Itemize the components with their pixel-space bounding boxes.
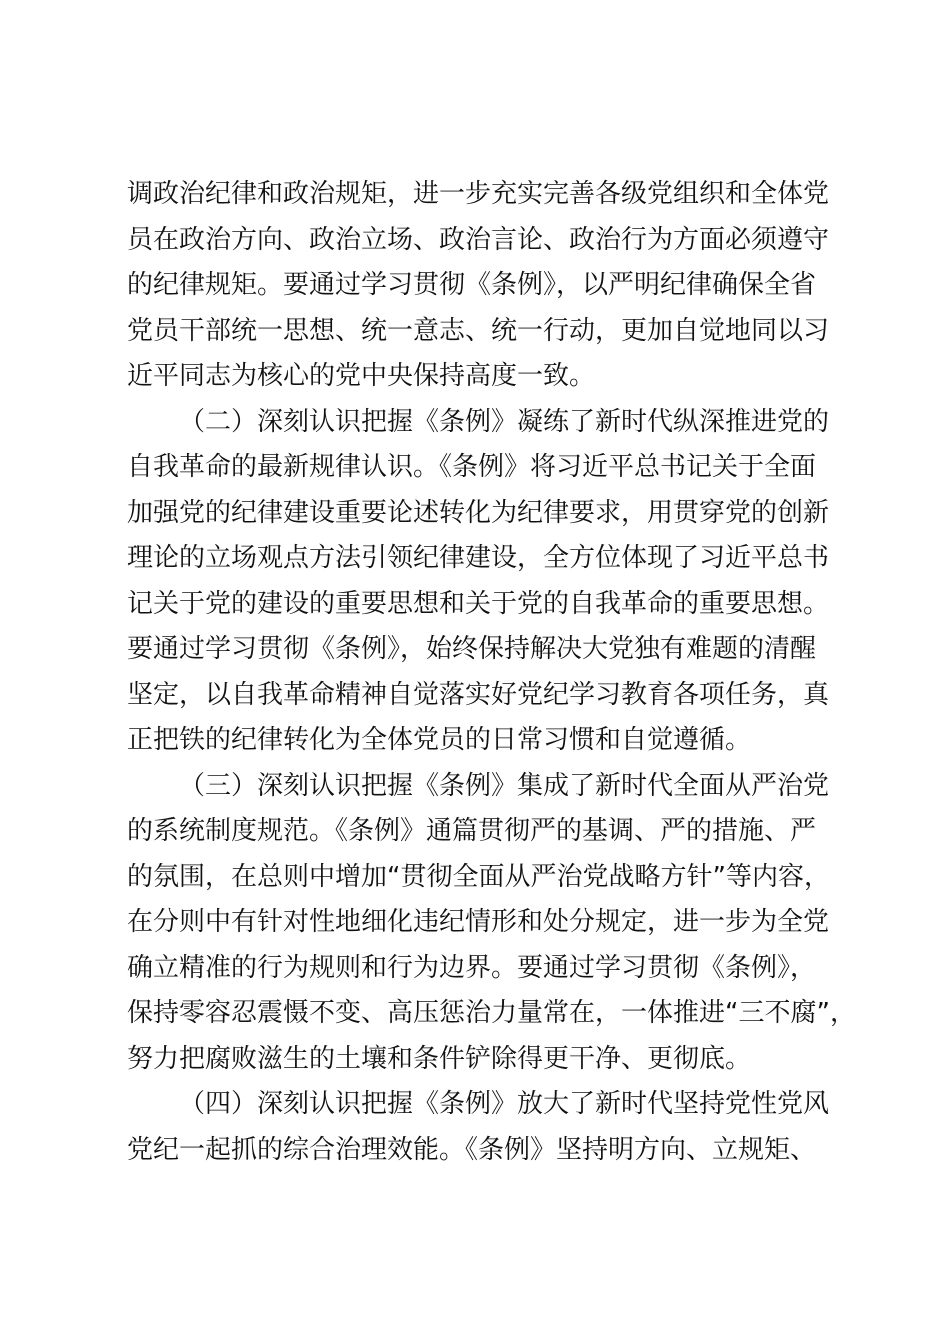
text-line: 确立精准的行为规则和行为边界。要通过学习贯彻《条例》， <box>127 952 817 983</box>
text-line: 努力把腐败滋生的土壤和条件铲除得更干净、更彻底。 <box>127 1043 752 1074</box>
text-line: 党员干部统一思想、统一意志、统一行动，更加自觉地同以习 <box>127 315 830 346</box>
text-line: 自我革命的最新规律认识。《条例》将习近平总书记关于全面 <box>127 452 817 482</box>
text-line: 正把铁的纪律转化为全体党员的日常习惯和自觉遵循。 <box>127 725 752 755</box>
text-line: 坚定，以自我革命精神自觉落实好党纪学习教育各项任务，真 <box>127 679 830 710</box>
body-text <box>127 172 856 1173</box>
text-line: 记关于党的建设的重要思想和关于党的自我革命的重要思想。 <box>127 588 830 619</box>
text-line: 保持零容忍震慑不变、高压惩治力量常在，一体推进“三不腐”， <box>127 998 856 1028</box>
paragraph-start-line: （四）深刻认识把握《条例》放大了新时代坚持党性党风 <box>179 1089 830 1119</box>
text-line: 的纪律规矩。要通过学习贯彻《条例》，以严明纪律确保全省 <box>127 270 817 300</box>
text-line: 加强党的纪律建设重要论述转化为纪律要求，用贯穿党的创新 <box>127 497 830 528</box>
text-line: 调政治纪律和政治规矩，进一步充实完善各级党组织和全体党 <box>127 179 830 209</box>
text-line: 理论的立场观点方法引领纪律建设，全方位体现了习近平总书 <box>127 543 830 573</box>
text-line: 的系统制度规范。《条例》通篇贯彻严的基调、严的措施、严 <box>127 816 817 846</box>
paragraph-start-line: （二）深刻认识把握《条例》凝练了新时代纵深推进党的 <box>179 406 830 437</box>
text-line: 党纪一起抓的综合治理效能。《条例》坚持明方向、立规矩、 <box>127 1134 817 1165</box>
text-line: 近平同志为核心的党中央保持高度一致。 <box>127 361 596 391</box>
text-line: 的氛围，在总则中增加“贯彻全面从严治党战略方针”等内容， <box>127 861 830 892</box>
text-line: 在分则中有针对性地细化违纪情形和处分规定，进一步为全党 <box>127 907 830 937</box>
text-line: 员在政治方向、政治立场、政治言论、政治行为方面必须遵守 <box>127 224 830 255</box>
paragraph-start-line: （三）深刻认识把握《条例》集成了新时代全面从严治党 <box>179 770 830 801</box>
text-line: 要通过学习贯彻《条例》，始终保持解决大党独有难题的清醒 <box>127 634 817 664</box>
